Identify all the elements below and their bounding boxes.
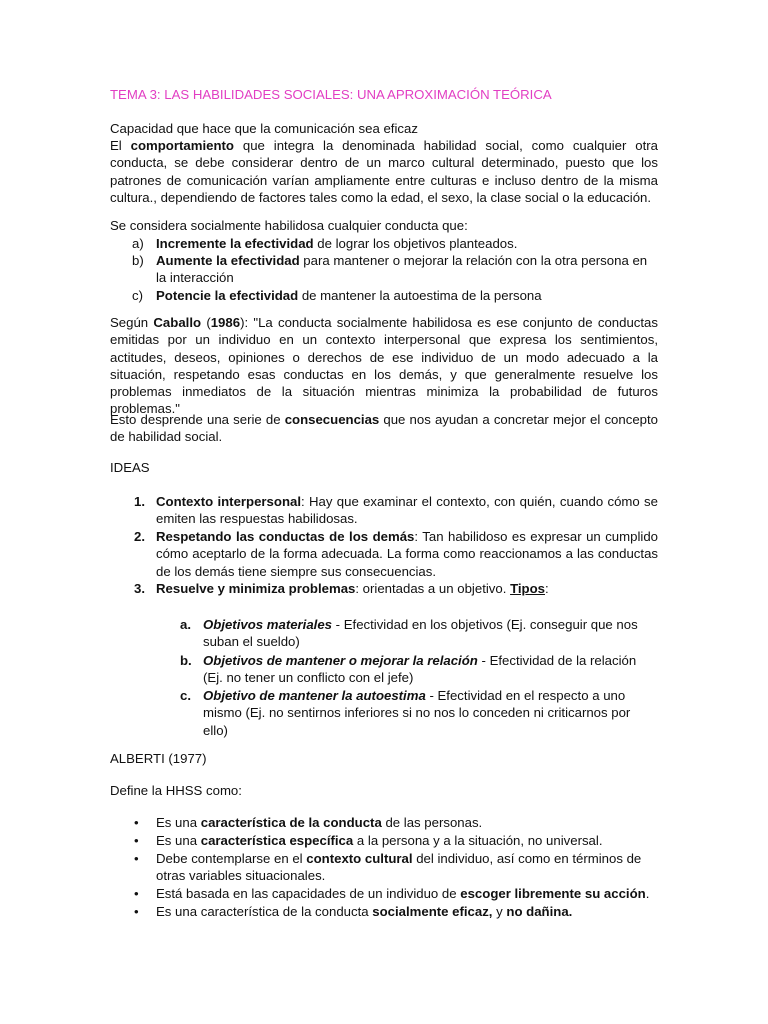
bullet-text: Está basada en las capacidades de un individuo de escoger libremente su acción. xyxy=(156,886,650,901)
list-marker: 2. xyxy=(134,529,145,544)
intro-paragraph: El comportamiento que integra la denominada habilidad social, como cualquier otra conducta, se debe considerar dentro de un marco cultural determinado, puesto que los patrones de comunicación varían ampliamente entre culturas e incluso dentro de la misma cultura., dependiendo de factores tales como la edad, el sexo, la clase social o la educación. xyxy=(110,138,658,205)
list-item xyxy=(110,687,658,738)
consequences-paragraph: Esto desprende una serie de consecuencias que nos ayudan a concretar mejor el concepto de habilidad social. xyxy=(110,412,658,445)
define-line: Define la HHSS como: xyxy=(110,783,242,798)
bullet-icon: • xyxy=(134,904,139,919)
list-marker: a) xyxy=(132,236,144,251)
list-item xyxy=(110,493,658,528)
bullet-item xyxy=(110,832,658,850)
bullet-item xyxy=(110,885,658,903)
list-marker: c) xyxy=(132,288,143,303)
alpha-list xyxy=(110,235,658,304)
list-item-text: Potencie la efectividad de mantener la autoestima de la persona xyxy=(156,288,542,303)
bullet-text: Es una característica de la conducta socialmente eficaz, y no dañina. xyxy=(156,904,573,919)
bullet-item xyxy=(110,814,658,832)
list-marker: b. xyxy=(180,653,192,668)
list-intro: Se considera socialmente habilidosa cualquier conducta que: xyxy=(110,218,468,233)
list-item xyxy=(110,528,658,580)
list-item-text: Resuelve y minimiza problemas: orientadas a un objetivo. Tipos: xyxy=(156,581,549,596)
list-item xyxy=(110,652,658,687)
list-marker: 1. xyxy=(134,494,145,509)
list-item xyxy=(110,287,658,304)
list-item-text: Respetando las conductas de los demás: Tan habilidoso es expresar un cumplido cómo aceptarlo de la forma adecuada. La forma como reaccionamos a las conductas de los demás tiene siempre sus consecuencias. xyxy=(156,529,658,579)
bullet-list xyxy=(110,814,658,921)
bullet-icon: • xyxy=(134,833,139,848)
list-item-text: Objetivos materiales - Efectividad en los objetivos (Ej. conseguir que nos suban el sueldo) xyxy=(203,617,638,650)
bullet-icon: • xyxy=(134,815,139,830)
document-title: TEMA 3: LAS HABILIDADES SOCIALES: UNA APROXIMACIÓN TEÓRICA xyxy=(110,87,552,102)
list-marker: b) xyxy=(132,253,144,268)
list-item xyxy=(110,580,658,597)
bullet-icon: • xyxy=(134,886,139,901)
list-item xyxy=(110,252,658,287)
list-item-text: Incremente la efectividad de lograr los objetivos planteados. xyxy=(156,236,518,251)
list-marker: c. xyxy=(180,688,191,703)
bullet-text: Es una característica de la conducta de las personas. xyxy=(156,815,483,830)
tipos-label: Tipos xyxy=(510,581,545,596)
types-list xyxy=(110,616,658,738)
ideas-list xyxy=(110,493,658,597)
list-marker: 3. xyxy=(134,581,145,596)
bullet-item xyxy=(110,850,658,885)
bullet-text: Debe contemplarse en el contexto cultural del individuo, así como en términos de otras variables situacionales. xyxy=(156,851,642,884)
list-item-text: Objetivo de mantener la autoestima - Efectividad en el respecto a uno mismo (Ej. no sentirnos inferiores si no nos lo conceden ni criticarnos por ello) xyxy=(203,688,631,738)
list-item xyxy=(110,235,658,252)
ideas-heading: IDEAS xyxy=(110,460,150,475)
bullet-icon: • xyxy=(134,851,139,866)
list-item-text: Contexto interpersonal: Hay que examinar el contexto, con quién, cuando cómo se emiten las respuestas habilidosas. xyxy=(156,494,658,527)
list-item-text: Aumente la efectividad para mantener o mejorar la relación con la otra persona en la interacción xyxy=(156,253,648,286)
bullet-text: Es una característica específica a la persona y a la situación, no universal. xyxy=(156,833,603,848)
list-marker: a. xyxy=(180,617,191,632)
caballo-quote: Según Caballo (1986): "La conducta socialmente habilidosa es ese conjunto de conductas emitidas por un individuo en un contexto interpersonal que expresa los sentimientos, actitudes, deseos, opiniones o derechos de ese individuo de un modo adecuado a la situación, respetando esas conductas en los demás, y que generalmente resuelve los problemas inmediatos de la situación mientras minimiza la probabilidad de futuros problemas." xyxy=(110,315,658,417)
bullet-item xyxy=(110,903,658,921)
list-item xyxy=(110,616,658,652)
alberti-heading: ALBERTI (1977) xyxy=(110,751,207,766)
intro-line: Capacidad que hace que la comunicación sea eficaz xyxy=(110,121,418,136)
list-item-text: Objetivos de mantener o mejorar la relación - Efectividad de la relación (Ej. no tener un conflicto con el jefe) xyxy=(203,653,637,686)
